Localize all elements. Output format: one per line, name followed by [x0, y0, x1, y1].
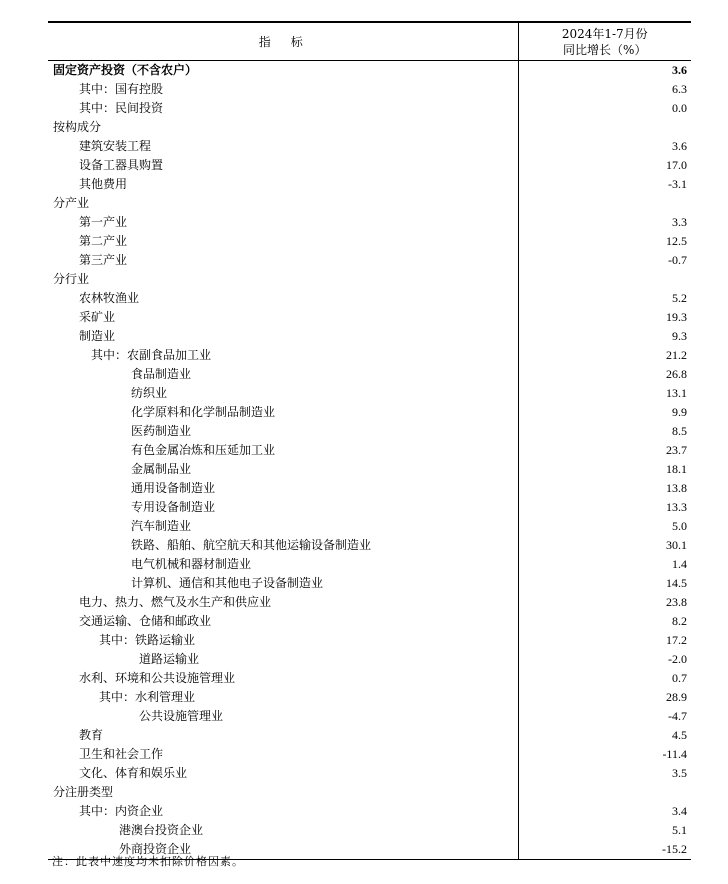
row-indicator-label: 其中：内资企业	[79, 804, 164, 818]
table-row	[48, 669, 691, 688]
row-indicator-label: 化学原料和化学制品制造业	[131, 405, 276, 419]
table-row	[48, 593, 691, 612]
row-growth-value: 9.9	[518, 403, 691, 422]
row-growth-value: 0.7	[518, 669, 691, 688]
row-indicator-label: 分注册类型	[53, 785, 114, 799]
row-growth-value: -4.7	[518, 707, 691, 726]
investment-growth-table	[48, 21, 691, 860]
row-growth-value: 17.0	[518, 156, 691, 175]
row-indicator-label: 电力、热力、燃气及水生产和供应业	[79, 595, 272, 609]
table-row	[48, 327, 691, 346]
table-row	[48, 403, 691, 422]
row-growth-value: 9.3	[518, 327, 691, 346]
row-growth-value: 3.3	[518, 213, 691, 232]
table-row	[48, 707, 691, 726]
row-indicator-label: 铁路、船舶、航空航天和其他运输设备制造业	[131, 538, 372, 552]
row-growth-value: 3.6	[518, 61, 691, 81]
row-growth-value: 30.1	[518, 536, 691, 555]
period-label: 2024年1-7月份	[561, 26, 648, 41]
table-row	[48, 251, 691, 270]
growth-column-header	[518, 22, 691, 61]
indicator-column-header: 指 标	[48, 22, 518, 61]
table-row	[48, 365, 691, 384]
table-row	[48, 479, 691, 498]
row-indicator-label: 金属制品业	[131, 462, 192, 476]
table-row	[48, 441, 691, 460]
row-indicator-label: 采矿业	[79, 310, 116, 324]
row-indicator-label: 汽车制造业	[131, 519, 192, 533]
row-growth-value: 21.2	[518, 346, 691, 365]
row-growth-value: 3.6	[518, 137, 691, 156]
row-growth-value: 0.0	[518, 99, 691, 118]
table-row	[48, 422, 691, 441]
row-indicator-label: 第三产业	[79, 253, 128, 267]
row-growth-value: 5.1	[518, 821, 691, 840]
table-row	[48, 194, 691, 213]
row-indicator-label: 港澳台投资企业	[119, 823, 204, 837]
row-growth-value	[518, 783, 691, 802]
row-indicator-label: 电气机械和器材制造业	[131, 557, 252, 571]
table-row	[48, 61, 691, 81]
row-indicator-label: 医药制造业	[131, 424, 192, 438]
growth-label: 同比增长（%）	[563, 42, 647, 57]
row-growth-value: 17.2	[518, 631, 691, 650]
table-row	[48, 498, 691, 517]
row-growth-value: 23.8	[518, 593, 691, 612]
row-indicator-label: 第一产业	[79, 215, 128, 229]
table-row	[48, 346, 691, 365]
row-indicator-label: 第二产业	[79, 234, 128, 248]
table-row	[48, 156, 691, 175]
table-row	[48, 99, 691, 118]
row-indicator-label: 按构成分	[53, 120, 102, 134]
row-indicator-label: 计算机、通信和其他电子设备制造业	[131, 576, 324, 590]
row-indicator-label: 食品制造业	[131, 367, 192, 381]
table-row	[48, 460, 691, 479]
table-row	[48, 517, 691, 536]
table-row	[48, 688, 691, 707]
row-growth-value: -15.2	[518, 840, 691, 860]
table-row	[48, 821, 691, 840]
row-growth-value: 19.3	[518, 308, 691, 327]
table-row	[48, 764, 691, 783]
table-row	[48, 536, 691, 555]
row-growth-value	[518, 194, 691, 213]
row-indicator-label: 外商投资企业	[48, 840, 518, 860]
row-growth-value: 4.5	[518, 726, 691, 745]
row-indicator-label: 专用设备制造业	[131, 500, 216, 514]
table-row	[48, 783, 691, 802]
row-growth-value: 1.4	[518, 555, 691, 574]
row-indicator-label: 其中：铁路运输业	[99, 633, 196, 647]
table-row	[48, 555, 691, 574]
row-growth-value: -11.4	[518, 745, 691, 764]
row-indicator-label: 其中：民间投资	[79, 101, 164, 115]
row-indicator-label: 道路运输业	[139, 652, 200, 666]
investment-table-container	[48, 21, 691, 860]
row-growth-value: 5.2	[518, 289, 691, 308]
table-row	[48, 726, 691, 745]
table-row	[48, 80, 691, 99]
row-indicator-label: 其中：农副食品加工业	[91, 348, 212, 362]
table-header	[48, 22, 691, 61]
table-row	[48, 213, 691, 232]
table-row	[48, 384, 691, 403]
row-indicator-label: 纺织业	[131, 386, 168, 400]
row-indicator-label: 其中：水利管理业	[99, 690, 196, 704]
table-row	[48, 745, 691, 764]
row-indicator-label: 其他费用	[79, 177, 128, 191]
row-indicator-label: 建筑安装工程	[79, 139, 152, 153]
row-growth-value: 6.3	[518, 80, 691, 99]
table-row	[48, 574, 691, 593]
table-body	[48, 61, 691, 860]
row-indicator-label: 教育	[79, 728, 104, 742]
row-indicator-label: 其中：国有控股	[79, 82, 164, 96]
table-row	[48, 175, 691, 194]
row-indicator-label: 制造业	[79, 329, 116, 343]
row-indicator-label: 设备工器具购置	[79, 158, 164, 172]
row-indicator-label: 卫生和社会工作	[79, 747, 164, 761]
row-growth-value: -3.1	[518, 175, 691, 194]
row-growth-value: 13.3	[518, 498, 691, 517]
row-indicator-label: 分行业	[53, 272, 90, 286]
table-row	[48, 137, 691, 156]
row-growth-value: 3.4	[518, 802, 691, 821]
row-growth-value: 13.8	[518, 479, 691, 498]
row-indicator-label: 农林牧渔业	[79, 291, 140, 305]
row-growth-value: 26.8	[518, 365, 691, 384]
row-indicator-label: 文化、体育和娱乐业	[79, 766, 188, 780]
row-indicator-label: 固定资产投资（不含农户）	[53, 63, 198, 77]
row-growth-value: -0.7	[518, 251, 691, 270]
row-growth-value: 12.5	[518, 232, 691, 251]
row-growth-value: 5.0	[518, 517, 691, 536]
row-indicator-label: 交通运输、仓储和邮政业	[79, 614, 212, 628]
row-growth-value: 28.9	[518, 688, 691, 707]
row-growth-value	[518, 270, 691, 289]
row-growth-value: 3.5	[518, 764, 691, 783]
row-growth-value: -2.0	[518, 650, 691, 669]
table-row	[48, 650, 691, 669]
row-growth-value: 18.1	[518, 460, 691, 479]
row-indicator-label: 分产业	[53, 196, 90, 210]
table-row	[48, 308, 691, 327]
row-growth-value: 14.5	[518, 574, 691, 593]
footnote: 注：此表中速度均未扣除价格因素。	[52, 855, 244, 868]
table-row	[48, 232, 691, 251]
table-row	[48, 631, 691, 650]
table-row	[48, 612, 691, 631]
table-row	[48, 270, 691, 289]
table-row	[48, 118, 691, 137]
table-row	[48, 802, 691, 821]
row-growth-value: 8.2	[518, 612, 691, 631]
table-row	[48, 289, 691, 308]
row-growth-value	[518, 118, 691, 137]
row-growth-value: 13.1	[518, 384, 691, 403]
row-indicator-label: 公共设施管理业	[139, 709, 224, 723]
row-indicator-label: 有色金属冶炼和压延加工业	[131, 443, 276, 457]
row-growth-value: 23.7	[518, 441, 691, 460]
row-indicator-label: 水利、环境和公共设施管理业	[79, 671, 236, 685]
row-indicator-label: 通用设备制造业	[131, 481, 216, 495]
row-growth-value: 8.5	[518, 422, 691, 441]
